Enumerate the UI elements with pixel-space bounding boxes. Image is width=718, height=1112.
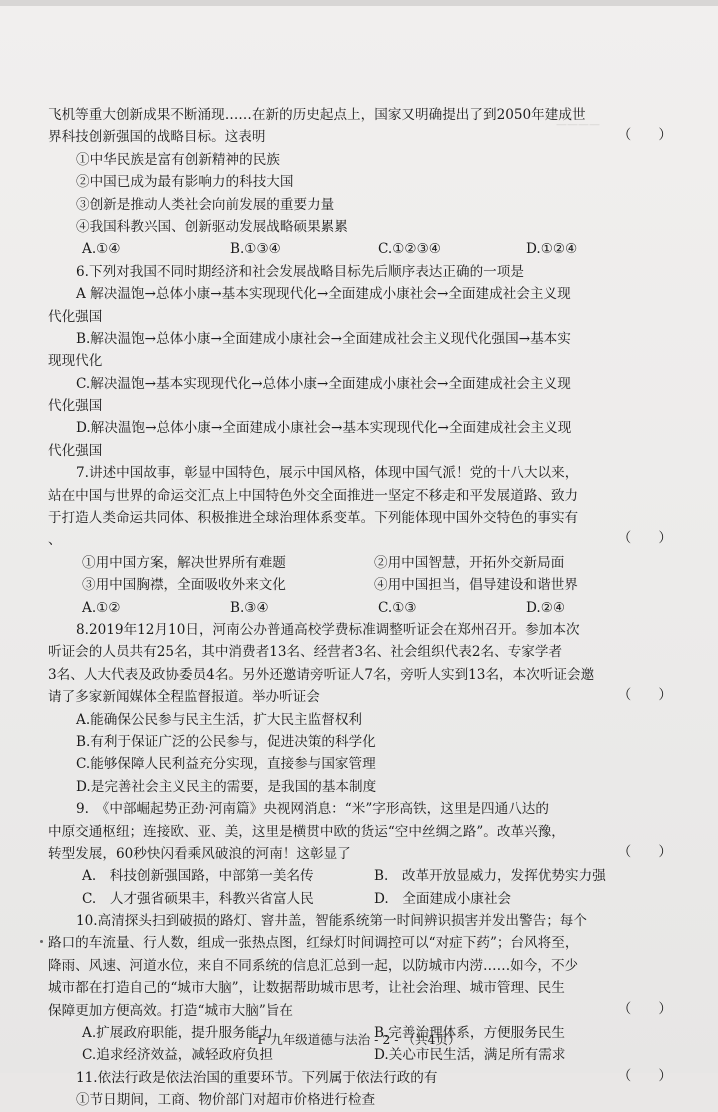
option-d: D.①②④ [526,241,578,258]
option-d-cont: 代化强国 [48,442,103,459]
option-a: A.①④ [82,241,121,258]
intro-line [48,126,676,148]
statement-item: ①节日期间，工商、物价部门对超市价格进行检查 [76,1092,376,1109]
option-a: A.扩展政府职能，提升服务能力 [82,1025,273,1042]
option-b: B.完善治理体系，方便服务民生 [374,1025,566,1042]
option-a-cont: 代化强国 [48,308,103,325]
question-10-line: 降雨、风速、河道水位，来自不同系统的信息汇总到一起，以防城市内涝……如今，不少 [48,957,579,974]
statement-item: ①用中国方案，解决世界所有难题 [82,554,286,571]
option-row [48,238,676,260]
question-7-line [48,529,676,551]
question-11-stem: 11.依法行政是依法治国的重要环节。下列属于依法行政的有 [76,1069,438,1086]
option-d: D.②④ [526,599,566,616]
question-8-line: 听证会的人员共有25名，其中消费者13名、经营者3名、社会组织代表2名、专家学者 [48,644,563,661]
option-b: B.①③④ [230,241,281,258]
question-7-line: 站在中国与世界的命运交汇点上中国特色外交全面推进一坚定不移走和平发展道路、致力 [48,487,579,504]
statement-item: ③创新是推动人类社会向前发展的重要力量 [76,196,335,213]
question-11-line [48,1067,676,1089]
question-content [48,104,676,1112]
question-9-line: 中原交通枢纽；连接欧、亚、美，这里是横贯中欧的货运“空中丝绸之路”。改革兴豫， [48,823,565,840]
question-7-line: 7.讲述中国故事，彰显中国特色，展示中国风格，体现中国气派！党的十八大以来， [76,465,579,482]
option-c: C.①③ [378,599,417,616]
question-9-line [48,843,676,865]
option-d: D.关心市民生活，满足所有需求 [374,1047,566,1064]
option-c: C.追求经济效益，减轻政府负担 [82,1047,273,1064]
scan-speck [40,940,43,943]
option-d: D.解决温饱→总体小康→全面建成小康社会→基本实现现代化→全面建成社会主义现 [76,420,572,437]
option-a: A.①② [82,599,121,616]
option-b-cont: 现现代化 [48,353,103,370]
option-b: B. 改革开放显威力，发挥优势实力强 [374,868,606,885]
question-10-text: 保障更加方便高效。打造“城市大脑”旨在 [48,1002,293,1019]
answer-paren: （ ） [617,1000,672,1017]
question-10-line: 路口的车流量、行人数，组成一张热点图，红绿灯时间调控可以“对症下药”；台风将至， [48,935,579,952]
statement-row [48,574,676,596]
option-b: B.有利于保证广泛的公民参与，促进决策的科学化 [76,733,376,750]
question-9-line: 9. 《中部崛起势正劲·河南篇》央视网消息：“米”字形高铁，这里是四通八达的 [76,801,549,818]
page-footer: F 九年级道德与法治 - 2 - （共4页） [257,1032,461,1047]
question-7-mark: 、 [48,532,62,549]
option-c: C.解决温饱→基本实现现代化→总体小康→全面建成小康社会→全面建成社会主义现 [76,375,571,392]
option-d: D. 全面建成小康社会 [374,890,512,907]
option-a: A.能确保公民参与民主生活，扩大民主监督权利 [76,711,363,728]
statement-item: ①中华民族是富有创新精神的民族 [76,151,280,168]
question-8-line [48,686,676,708]
option-row [48,888,676,910]
option-c-cont: 代化强国 [48,398,103,415]
question-10-line: 10.高清探头扫到破损的路灯、窨井盖，智能系统第一时间辨识损害并发出警告；每个 [76,913,587,930]
statement-item: ②用中国智慧，开拓外交新局面 [374,554,565,571]
statement-item: ④用中国担当，倡导建设和谐世界 [374,577,578,594]
option-c: C. 人才强省硕果丰，科教兴省富人民 [82,890,314,907]
option-a: A. 科技创新强国路，中部第一美名传 [82,868,314,885]
option-row [48,865,676,887]
question-8-text: 请了多家新闻媒体全程监督报道。举办听证会 [48,689,320,706]
statement-item: ②中国已成为最有影响力的科技大国 [76,174,294,191]
bleed-through: ———— [556,118,600,131]
question-9-text: 转型发展，60秒快闪看乘风破浪的河南！这彰显了 [48,845,351,862]
option-c: C.①②③④ [378,241,441,258]
answer-paren: （ ） [617,530,672,547]
question-10-line: 城市都在打造自己的“城市大脑”，让数据帮助城市思考，让社会治理、城市管理、民生 [48,980,565,997]
question-10-line [48,1000,676,1022]
option-b: B.③④ [230,599,269,616]
answer-paren: （ ） [617,843,672,860]
intro-line: 飞机等重大创新成果不断涌现……在新的历史起点上，国家又明确提出了到2050年建成世 [48,107,586,123]
intro-text: 界科技创新强国的战略目标。这表明 [48,129,266,146]
question-8-line: 8.2019年12月10日，河南公办普通高校学费标准调整听证会在郑州召开。参加本次 [76,621,580,638]
answer-paren: （ ） [617,127,672,144]
answer-paren: （ ） [617,687,672,704]
statement-item: ④我国科教兴国、创新驱动发展战略硕果累累 [76,218,348,235]
answer-paren: （ ） [617,1067,672,1084]
question-8-line: 3名、人大代表及政协委员4名。另外还邀请旁听证人7名，旁听人实到13名，本次听证会邀 [48,666,595,683]
option-row [48,597,676,619]
statement-row [48,552,676,574]
question-6-stem: 6.下列对我国不同时期经济和社会发展战略目标先后顺序表达正确的一项是 [76,263,524,280]
option-b: B.解决温饱→总体小康→全面建成小康社会→全面建成社会主义现代化强国→基本实 [76,330,571,347]
option-a: A 解决温饱→总体小康→基本实现现代化→全面建成小康社会→全面建成社会主义现 [76,286,571,303]
option-c: C.能够保障人民利益充分实现，直接参与国家管理 [76,756,376,773]
option-d: D.是完善社会主义民主的需要，是我国的基本制度 [76,778,377,795]
statement-item: ③用中国胸襟，全面吸收外来文化 [82,577,286,594]
scan-edge [0,0,718,6]
question-7-line: 于打造人类命运共同体、积极推进全球治理体系变革。下列能体现中国外交特色的事实有 [48,510,579,527]
